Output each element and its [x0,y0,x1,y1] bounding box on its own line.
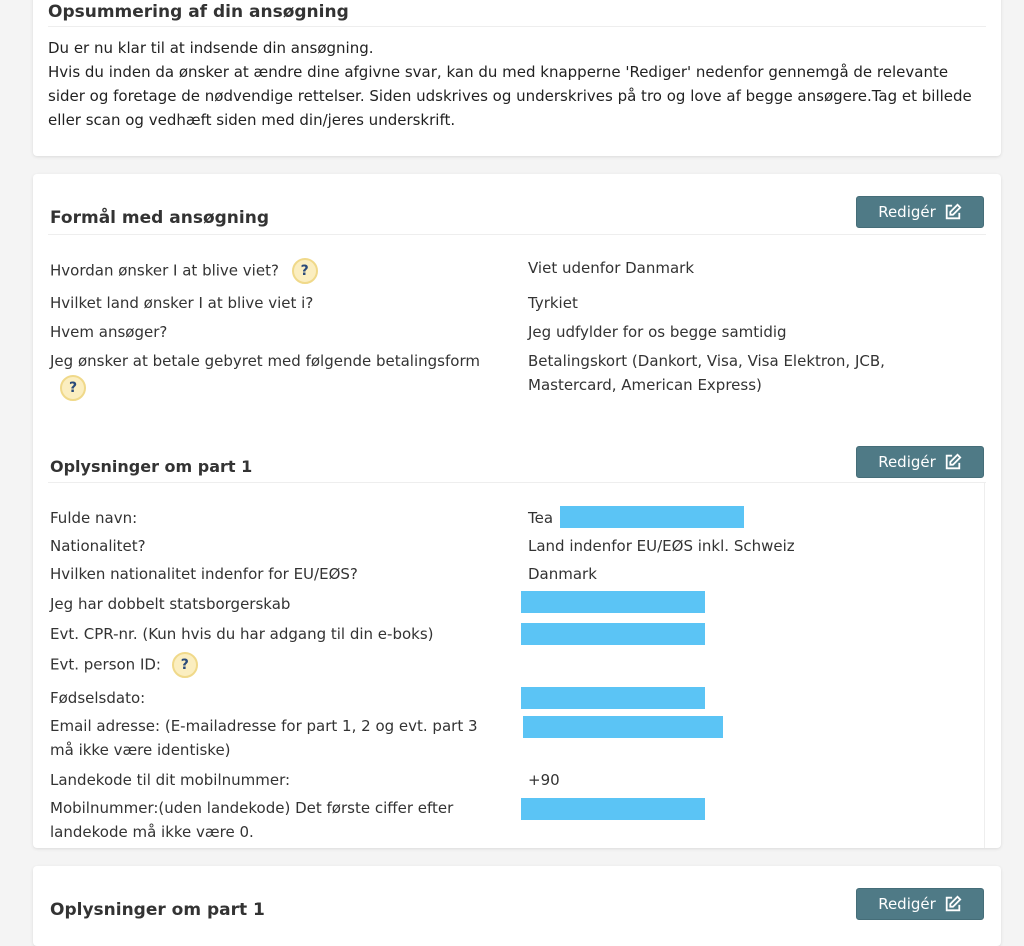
part1b-card [33,866,1001,946]
row-label: Landekode til dit mobilnummer: [50,771,291,789]
help-icon[interactable]: ? [172,652,198,678]
row-label: Nationalitet? [50,537,146,555]
row-label: Email adresse: (E-mailadresse for part 1, 2 og evt. part 3 må ikke være identiske) [50,717,478,759]
row-value: Tyrkiet [528,294,578,312]
row-label: Evt. person ID: ? [50,652,500,678]
help-icon[interactable]: ? [292,258,318,284]
row-value: Tea [528,509,554,527]
purpose-title: Formål med ansøgning [50,208,269,228]
part1-title: Oplysninger om part 1 [50,457,253,476]
row-label: Hvilken nationalitet indenfor for EU/EØS? [50,565,358,583]
summary-card [33,0,1001,156]
edit-label: Redigér [878,453,936,471]
redaction [523,716,723,738]
edit-icon [944,453,962,471]
row-value: Betalingskort (Dankort, Visa, Visa Elektron, JCB, Mastercard, American Express) [528,352,885,394]
row-value: Danmark [528,565,597,583]
edit-icon [944,895,962,913]
edit-icon [944,203,962,221]
redaction [560,506,744,528]
row-value: +90 [528,771,560,789]
row-label: Mobilnummer:(uden landekode) Det første ciffer efter landekode må ikke være 0. [50,799,454,841]
row-label: Hvilket land ønsker I at blive viet i? [50,294,314,312]
help-icon[interactable]: ? [60,375,86,401]
row-label: Evt. CPR-nr. (Kun hvis du har adgang til din e-boks) [50,625,434,643]
row-value: Land indenfor EU/EØS inkl. Schweiz [528,537,795,555]
summary-line: Du er nu klar til at indsende din ansøgning. [48,39,374,57]
row-value: Jeg udfylder for os begge samtidig [528,323,787,341]
part1b-title: Oplysninger om part 1 [50,900,265,920]
edit-part1b-button[interactable] [856,888,984,920]
edit-label: Redigér [878,203,936,221]
summary-text [48,36,978,132]
row-value: Viet udenfor Danmark [528,259,695,277]
row-label: Fødselsdato: [50,689,146,707]
edit-label: Redigér [878,895,936,913]
redaction [521,798,705,820]
row-label: Hvordan ønsker I at blive viet? ? [50,258,500,284]
purpose-card [33,174,1001,848]
summary-line: Hvis du inden da ønsker at ændre dine afgivne svar, kan du med knapperne 'Rediger' nedenfor gennemgå de relevante sider og foretage de nødvendige rettelser. Siden udskrives og underskrives på tro og love af begge ansøgere.Tag et billede eller scan og vedhæft siden med din/jeres underskrift. [48,63,972,129]
edit-purpose-button[interactable] [856,196,984,228]
edit-part1-button[interactable] [856,446,984,478]
row-label: Fulde navn: [50,509,138,527]
row-label: Hvem ansøger? [50,323,168,341]
row-label: Jeg ønsker at betale gebyret med følgende betalingsform ? [50,349,500,401]
redaction [521,623,705,645]
redaction [521,591,705,613]
summary-title: Opsummering af din ansøgning [48,2,349,22]
row-label: Jeg har dobbelt statsborgerskab [50,595,291,613]
redaction [521,687,705,709]
